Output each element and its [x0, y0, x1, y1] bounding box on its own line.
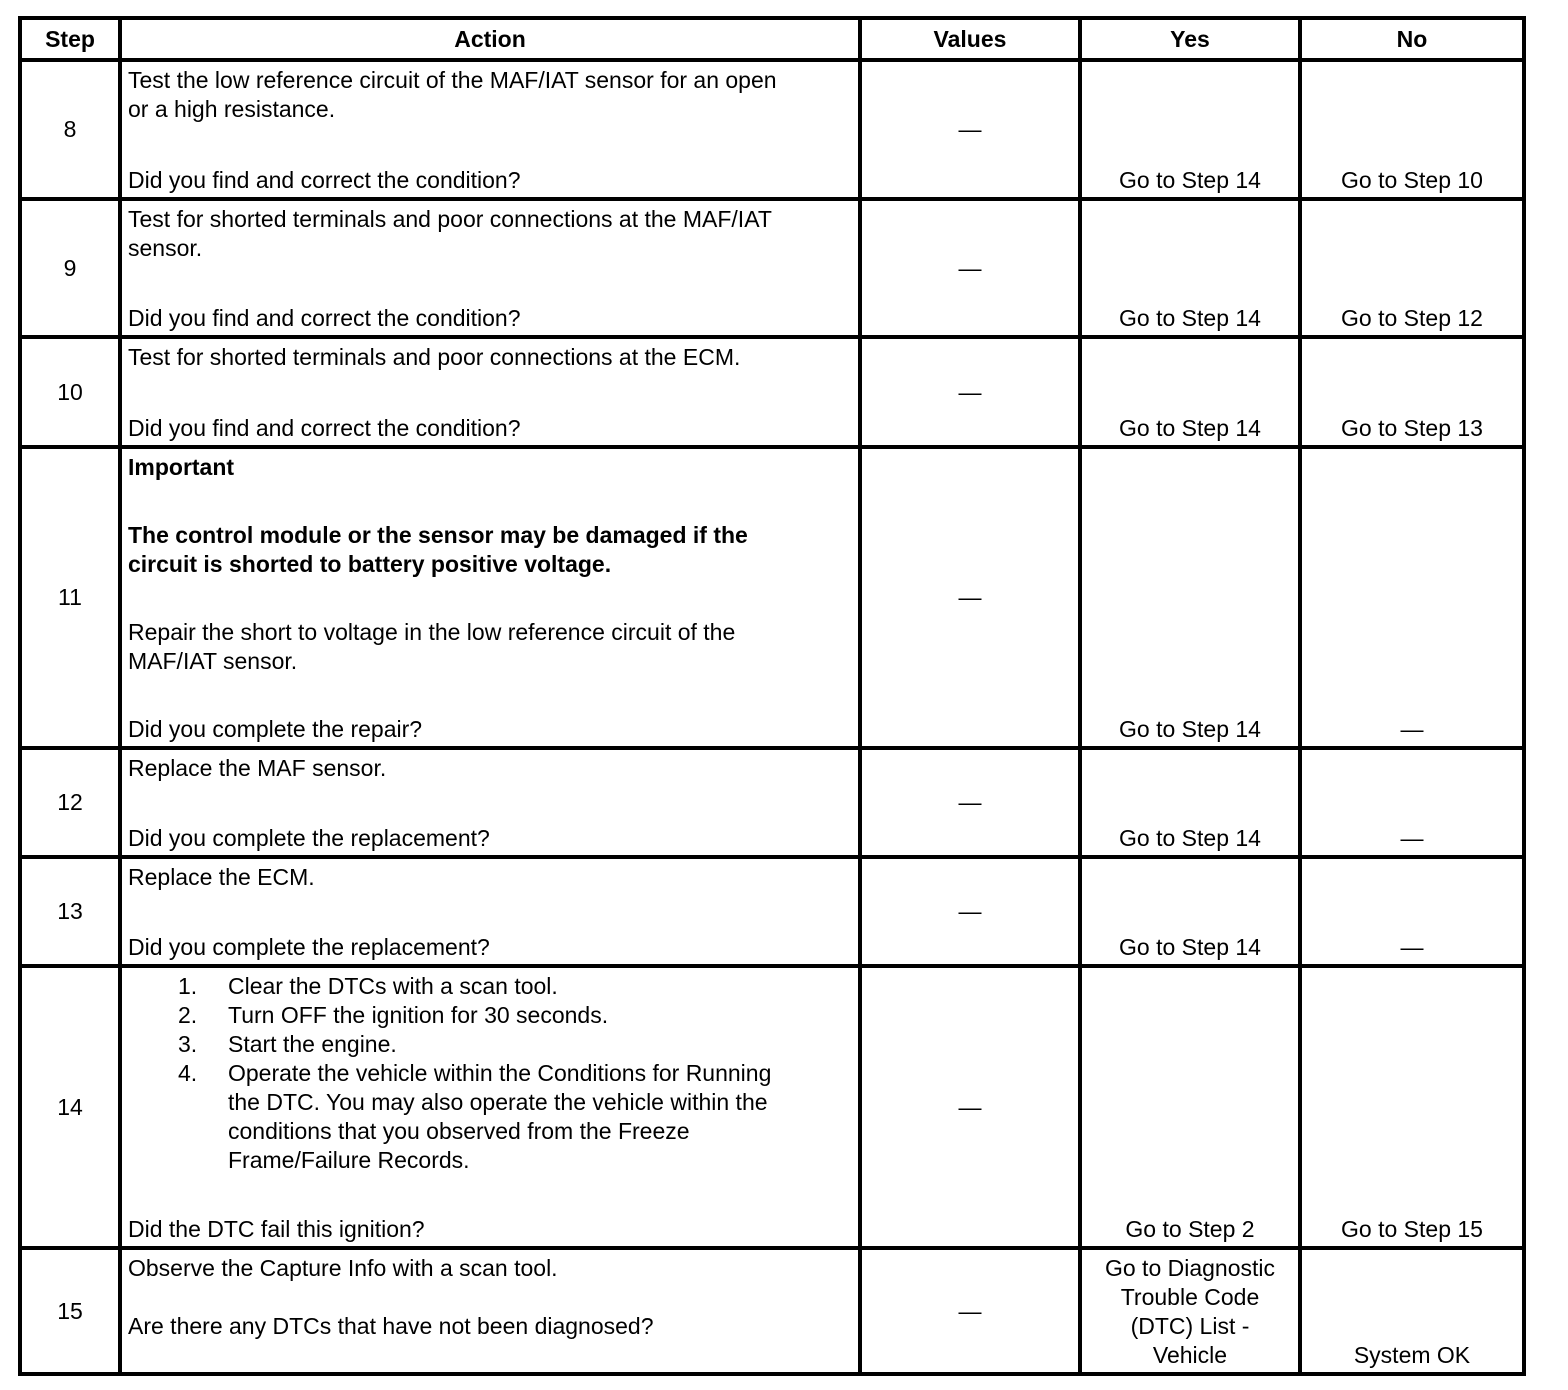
action-line: Test for shorted terminals and poor connections at the ECM. [128, 344, 741, 370]
yes-link[interactable]: Go to Step 2 [1080, 966, 1300, 1248]
no-value: — [1300, 857, 1524, 966]
action-line: MAF/IAT sensor. [128, 648, 298, 674]
values-cell: — [860, 199, 1080, 337]
action-question: Did you complete the replacement? [128, 934, 490, 960]
list-text: Operate the vehicle within the Conditions for Running [228, 1060, 772, 1086]
important-label: Important [128, 454, 235, 480]
action-line: Observe the Capture Info with a scan tool. [128, 1255, 558, 1281]
step-number: 15 [20, 1248, 120, 1374]
list-text: the DTC. You may also operate the vehicle within the [228, 1089, 768, 1115]
values-cell: — [860, 1248, 1080, 1374]
step-number: 13 [20, 857, 120, 966]
action-question: Did the DTC fail this ignition? [128, 1216, 425, 1242]
table-row [20, 1248, 1524, 1374]
list-item [128, 1059, 852, 1175]
action-question: Did you find and correct the condition? [128, 167, 521, 193]
warning-line: circuit is shorted to battery positive voltage. [128, 551, 612, 577]
list-text: Clear the DTCs with a scan tool. [228, 973, 558, 999]
diagnostic-table [18, 16, 1526, 1376]
yes-link[interactable]: Go to Step 14 [1080, 199, 1300, 337]
action-line: Test for shorted terminals and poor connections at the MAF/IAT [128, 206, 772, 232]
step-number: 9 [20, 199, 120, 337]
table-row [20, 60, 1524, 199]
step-number: 12 [20, 748, 120, 857]
table-row [20, 447, 1524, 748]
step-number: 14 [20, 966, 120, 1248]
action-line: sensor. [128, 235, 203, 261]
no-link[interactable]: Go to Step 13 [1300, 337, 1524, 447]
values-cell: — [860, 337, 1080, 447]
table-row [20, 199, 1524, 337]
action-cell [120, 857, 860, 966]
list-number: 4. [178, 1060, 198, 1086]
no-link[interactable]: Go to Step 15 [1300, 966, 1524, 1248]
header-yes: Yes [1080, 18, 1300, 60]
list-text: Start the engine. [228, 1031, 397, 1057]
yes-link[interactable]: Go to Step 14 [1080, 337, 1300, 447]
table-row [20, 857, 1524, 966]
action-cell [120, 748, 860, 857]
action-cell [120, 1248, 860, 1374]
yes-link[interactable]: Go to Step 14 [1080, 748, 1300, 857]
action-question: Did you complete the repair? [128, 716, 423, 742]
no-value: System OK [1300, 1248, 1524, 1374]
yes-link[interactable]: Go to Step 14 [1080, 60, 1300, 199]
action-cell [120, 60, 860, 199]
table-row [20, 337, 1524, 447]
values-cell: — [860, 857, 1080, 966]
action-line: Repair the short to voltage in the low reference circuit of the [128, 619, 736, 645]
yes-link[interactable] [1080, 1248, 1300, 1374]
action-question: Are there any DTCs that have not been diagnosed? [128, 1313, 654, 1339]
list-item [128, 1001, 852, 1030]
header-no: No [1300, 18, 1524, 60]
no-value: — [1300, 447, 1524, 748]
action-cell [120, 199, 860, 337]
step-number: 11 [20, 447, 120, 748]
yes-link-line: Trouble Code [1120, 1284, 1260, 1310]
action-line: Replace the MAF sensor. [128, 755, 387, 781]
action-question: Did you complete the replacement? [128, 825, 490, 851]
step-number: 8 [20, 60, 120, 199]
list-text: conditions that you observed from the Freeze [228, 1118, 690, 1144]
action-line: Test the low reference circuit of the MAF/IAT sensor for an open [128, 67, 777, 93]
action-cell [120, 447, 860, 748]
list-item [128, 972, 852, 1001]
list-number: 3. [178, 1031, 198, 1057]
header-action: Action [120, 18, 860, 60]
values-cell: — [860, 447, 1080, 748]
yes-link[interactable]: Go to Step 14 [1080, 447, 1300, 748]
important-warning [128, 521, 852, 579]
header-step: Step [20, 18, 120, 60]
action-line: Replace the ECM. [128, 864, 315, 890]
action-question: Did you find and correct the condition? [128, 415, 521, 441]
action-cell [120, 966, 860, 1248]
list-number: 2. [178, 1002, 198, 1028]
action-line: or a high resistance. [128, 96, 336, 122]
list-text: Turn OFF the ignition for 30 seconds. [228, 1002, 609, 1028]
action-question: Did you find and correct the condition? [128, 305, 521, 331]
yes-link-line: (DTC) List - [1130, 1313, 1250, 1339]
table-row [20, 966, 1524, 1248]
header-row [20, 18, 1524, 60]
step-number: 10 [20, 337, 120, 447]
list-text: Frame/Failure Records. [228, 1147, 470, 1173]
action-cell [120, 337, 860, 447]
no-value: — [1300, 748, 1524, 857]
values-cell: — [860, 60, 1080, 199]
values-cell: — [860, 966, 1080, 1248]
yes-link-line: Go to Diagnostic [1104, 1255, 1276, 1281]
warning-line: The control module or the sensor may be damaged if the [128, 522, 748, 548]
no-link[interactable]: Go to Step 10 [1300, 60, 1524, 199]
header-values: Values [860, 18, 1080, 60]
table-row [20, 748, 1524, 857]
no-link[interactable]: Go to Step 12 [1300, 199, 1524, 337]
yes-link[interactable]: Go to Step 14 [1080, 857, 1300, 966]
list-number: 1. [178, 973, 198, 999]
values-cell: — [860, 748, 1080, 857]
yes-link-line: Vehicle [1152, 1342, 1228, 1368]
list-item [128, 1030, 852, 1059]
procedure-list [128, 972, 852, 1175]
